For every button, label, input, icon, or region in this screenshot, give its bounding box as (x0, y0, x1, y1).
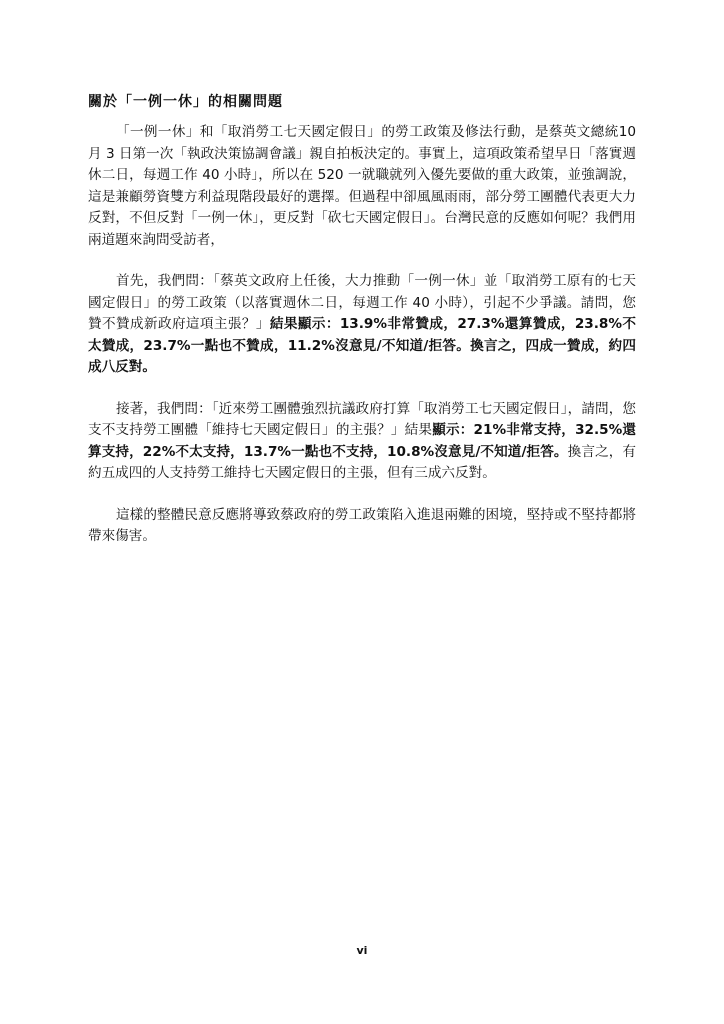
paragraph-conclusion (88, 505, 636, 548)
section-heading: 關於「一例一休」的相關問題 (88, 94, 283, 110)
paragraph-text: 換言之，有約五成四的人支持勞工維持七天國定假日的主張，但有三成六反對。 (88, 443, 636, 481)
paragraph-question-one (88, 271, 636, 379)
paragraph-intro (88, 122, 636, 251)
paragraph-text: 首先，我們問：「蔡英文政府上任後，大力推動「一例一休」並「取消勞工原有的七天國定假日」的勞工政策（以落實週休二日，每週工作 40 小時），引起不少爭議。請問，您贊不贊成新政府這項主張？」 (88, 273, 636, 332)
document-body (88, 92, 636, 568)
paragraph-text: 這樣的整體民意反應將導致蔡政府的勞工政策陷入進退兩難的困境，堅持或不堅持都將帶來傷害。 (88, 506, 636, 544)
paragraph-question-two (88, 399, 636, 485)
paragraph-text: 「一例一休」和「取消勞工七天國定假日」的勞工政策及修法行動，是蔡英文總統10 月 3 日第一次「執政決策協調會議」親自拍板決定的。事實上，這項政策希望早日「落實週休二日，每週工作 40 小時」，所以在 520 一就職就列入優先要做的重大政策，並強調說，這是兼顧勞資雙方利益現階段最好的選擇。但過程中卻風風雨雨，部分勞工團體代表更大力反對，不但反對「一例一休」，更反對「砍七天國定假日」。台灣民意的反應如何呢？我們用兩道題來詢問受訪者， (88, 124, 636, 248)
survey-result-one: 結果顯示：13.9%非常贊成，27.3%還算贊成，23.8%不太贊成，23.7%一點也不贊成，11.2%沒意見/不知道/拒答。換言之，四成一贊成，約四成八反對。 (88, 316, 636, 375)
page-number: vi (356, 944, 368, 957)
paragraph-text: 接著，我們問：「近來勞工團體強烈抗議政府打算「取消勞工七天國定假日」，請問，您支不支持勞工團體「維持七天國定假日」的主張？」結果 (88, 400, 636, 438)
survey-result-two: 顯示：21%非常支持，32.5%還算支持，22%不太支持，13.7%一點也不支持，10.8%沒意見/不知道/拒答。 (88, 422, 637, 460)
